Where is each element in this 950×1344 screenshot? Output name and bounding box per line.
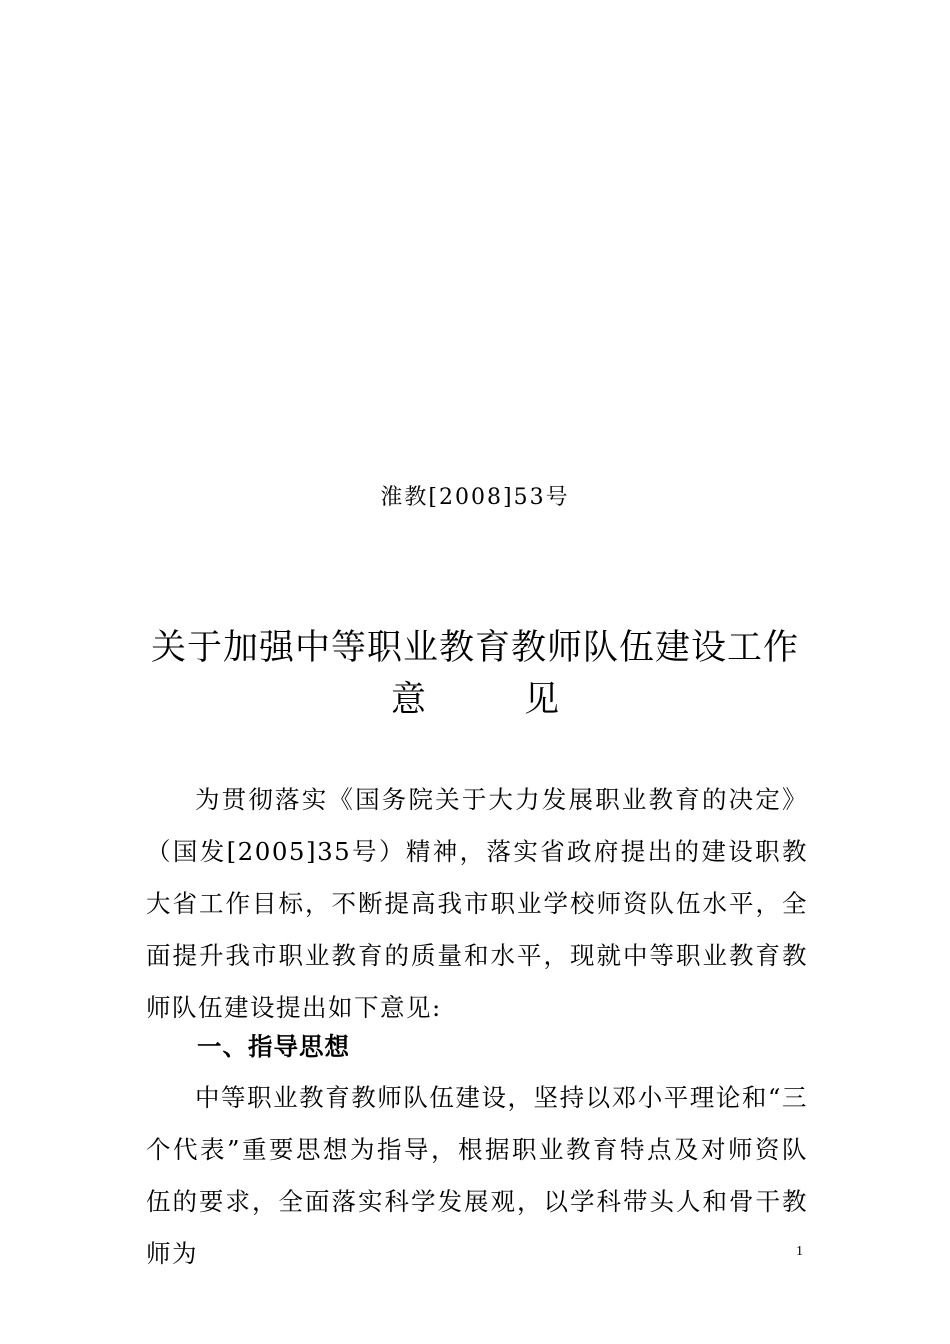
paragraph-1: 为贯彻落实《国务院关于大力发展职业教育的决定》（国发[2005]35号）精神，落实省政府提出的建设职教大省工作目标，不断提高我市职业学校师资队伍水平，全面提升我市职业教育的质量和水平，现就中等职业教育教师队伍建设提出如下意见: <box>146 785 808 1022</box>
paragraph-2: 中等职业教育教师队伍建设，坚持以邓小平理论和“三个代表”重要思想为指导，根据职业教育特点及对师资队伍的要求，全面落实科学发展观，以学科带头人和骨干教师为 <box>146 1083 808 1268</box>
paragraph-2-block <box>146 1072 808 1280</box>
document-title-line-2 <box>0 674 950 726</box>
title-char-left: 意 <box>390 680 426 720</box>
section-heading-1: 一、指导思想 <box>197 1032 350 1061</box>
paragraph-1-block <box>146 774 808 1034</box>
document-title-line-1: 关于加强中等职业教育教师队伍建设工作 <box>150 628 799 668</box>
page-number: 1 <box>796 1244 803 1259</box>
document-number: 淮教[2008]53号 <box>380 485 570 510</box>
title-char-right: 见 <box>524 680 560 720</box>
